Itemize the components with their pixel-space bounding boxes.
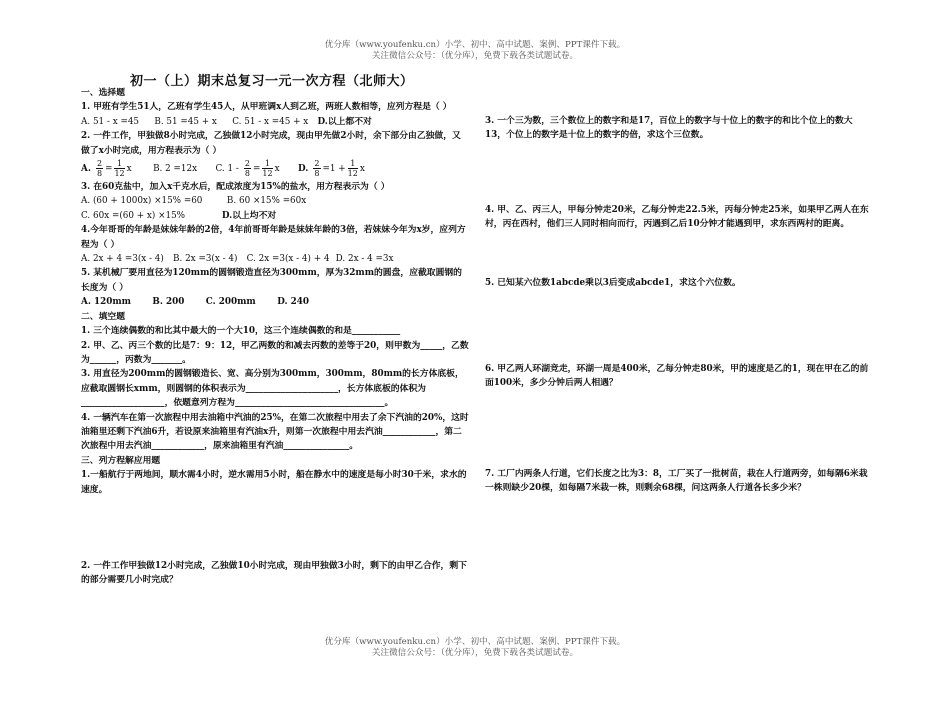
solve-2: 2. 一件工作甲独做12小时完成，乙独做10小时完成，现由甲独做3小时，剩下的由甲乙合作，剩下的部分需要几小时完成？ [81,560,467,586]
question-2-options [81,158,469,180]
fraction: $\frac{1}{12}$ [114,159,125,179]
footer-line-1: 优分库（www.youfenku.cn）小学、初中、高中试题、案例、PPT课件下载。 [324,637,626,647]
option-d: D. 240 [277,297,309,308]
fraction: $\frac{2}{8}$ [244,159,250,179]
solve-1: 1.一船航行于两地间，顺水需4小时，逆水需用5小时，船在静水中的速度是每小时30千米，求水的速度。 [81,470,467,495]
option-b: B. 200 [152,297,185,308]
option-b: B. 2x =3(x - 4) [173,254,238,265]
option-d: D. 2x - 4 =3x [335,254,394,265]
fill-3: 3. 用直径为200mm的圆钢锻造长、宽、高分别为300mm，300mm，80mm的长方体底板，应截取圆钢长xmm，则圆钢的体积表示为_____________________，长方体底板的体积为___________________，依题意列方程为__________________________________。 [81,369,464,409]
option-c: C. 2x =3(x - 4) + 4 [246,254,330,265]
section-heading-solve: 三、列方程解应用题 [81,455,161,466]
option-a: A. 51 - x =45 [81,116,140,127]
right-column [485,86,869,496]
option-c: C. 60x =(60 + x) ×15% [81,210,186,221]
fill-4: 4. 一辆汽车在第一次旅程中用去油箱中汽油的25%，在第二次旅程中用去了余下汽油的20%，这时油箱里还剩下汽油6升，若设原来油箱里有汽油x升，则第一次旅程中用去汽油____________，第二次旅程中用去汽油____________，原来油箱里有汽油_______________。 [81,412,469,452]
option-a: A. 120mm [81,297,131,308]
option-a: A. $\frac{2}{8}$ = $\frac{1}{12}$ x [81,159,132,179]
solve-7: 7. 工厂内两条人行道，它们长度之比为3：8，工厂买了一批树苗，栽在人行道两旁，如每隔6米栽一株则缺少20棵，如每隔7米栽一株，则剩余68棵，问这两条人行道各长多少米？ [485,468,868,494]
section-heading-fill: 二、填空题 [81,311,125,322]
question-3-options-ab [81,194,469,208]
fraction: $\frac{1}{12}$ [262,159,273,179]
solve-6: 6. 甲乙两人环湖竞走，环湖一周是400米，乙每分钟走80米，甲的速度是乙的1，现在甲在乙的前面100米，多少分钟后两人相遇？ [485,364,869,389]
question-5: 5. 某机械厂要用直径为120mm的圆钢锻造直径为300mm，厚为32mm的圆盘，应截取圆钢的长度为（ ） [81,268,462,293]
section-heading-choice: 一、选择题 [81,88,125,98]
fill-2: 2. 甲、乙、丙三个数的比是7：9：12，甲乙两数的和减去丙数的差等于20，则甲数为_____，乙数为______，丙数为_______。 [81,340,469,365]
solve-3: 3. 一个三为数，三个数位上的数字和是17，百位上的数字与十位上的数字的和比个位上的数大13，个位上的数字是十位上的数字的倍，求这个三位数。 [485,116,853,141]
option-d: D.以上均不对 [221,210,277,221]
option-b: B. 60 ×15% =60x [226,196,307,207]
answer-space [485,143,869,203]
answer-space [81,497,469,559]
fraction: $\frac{1}{12}$ [347,159,358,179]
option-d: D. $\frac{2}{8}$ =1 + $\frac{1}{12}$ x [297,159,365,179]
page-footer [0,637,950,659]
option-b: B. 2 =12x [153,164,198,175]
option-b: B. 51 =45 + x [154,116,217,127]
question-2: 2. 一件工作，甲独做8小时完成，乙独做12小时完成，现由甲先做2小时，余下部分由乙独做，又做了x小时完成，用方程表示为（ ） [81,131,461,156]
page-title: 初一（上）期末总复习一元一次方程（北师大） [130,74,414,89]
spacer [485,86,869,114]
option-a: A. 2x + 4 =3(x - 4) [81,254,164,265]
fill-1: 1. 三个连续偶数的和比其中最大的一个大10，这三个连续偶数的和是___________ [81,326,401,337]
answer-space [485,290,869,362]
option-c: C. 1 - $\frac{2}{8}$ = $\frac{1}{12}$ x [215,159,280,179]
answer-space [485,232,869,276]
option-c: C. 200mm [205,297,256,308]
option-c: C. 51 - x =45 + x [232,116,309,127]
header-line-1: 优分库（www.youfenku.cn）小学、初中、高中试题、案例、PPT课件下载。 [324,40,626,50]
question-3-options-cd [81,209,469,223]
fraction: $\frac{2}{8}$ [314,159,320,179]
question-5-options [81,295,469,309]
answer-space [485,391,869,467]
fraction: $\frac{2}{8}$ [96,159,103,179]
option-a: A. (60 + 1000x) ×15% =60 [81,196,203,207]
question-4: 4.今年哥哥的年龄是妹妹年龄的2倍，4年前哥哥年龄是妹妹年龄的3倍，若妹妹今年为x岁，应列方程为（ ） [81,225,466,250]
question-4-options [81,252,469,266]
page-header [0,40,950,62]
option-d: D.以上都不对 [317,116,372,127]
solve-5: 5. 已知某六位数1abcde乘以3后变成abcde1，求这个六位数。 [485,277,741,288]
question-3: 3. 在60克盐中，加入x千克水后，配成浓度为15%的盐水，用方程表示为（ ） [81,182,390,193]
left-column [81,86,469,588]
footer-line-2: 关注微信公众号：（优分库），免费下载各类试题试卷。 [371,648,579,658]
question-1-options [81,115,469,129]
solve-4: 4. 甲、乙、丙三人，甲每分钟走20米，乙每分钟走22.5米，丙每分钟走25米，如果甲乙两人在东村，丙在西村，他们三人同时相向而行，丙遇到乙后10分钟才能遇到甲，求东西两村的距离。 [485,204,869,230]
header-line-2: 关注微信公众号：（优分库），免费下载各类试题试卷。 [371,51,579,61]
question-1: 1. 甲班有学生51人，乙班有学生45人，从甲班调x人到乙班，两班人数相等，应列方程是（ ） [81,102,452,113]
